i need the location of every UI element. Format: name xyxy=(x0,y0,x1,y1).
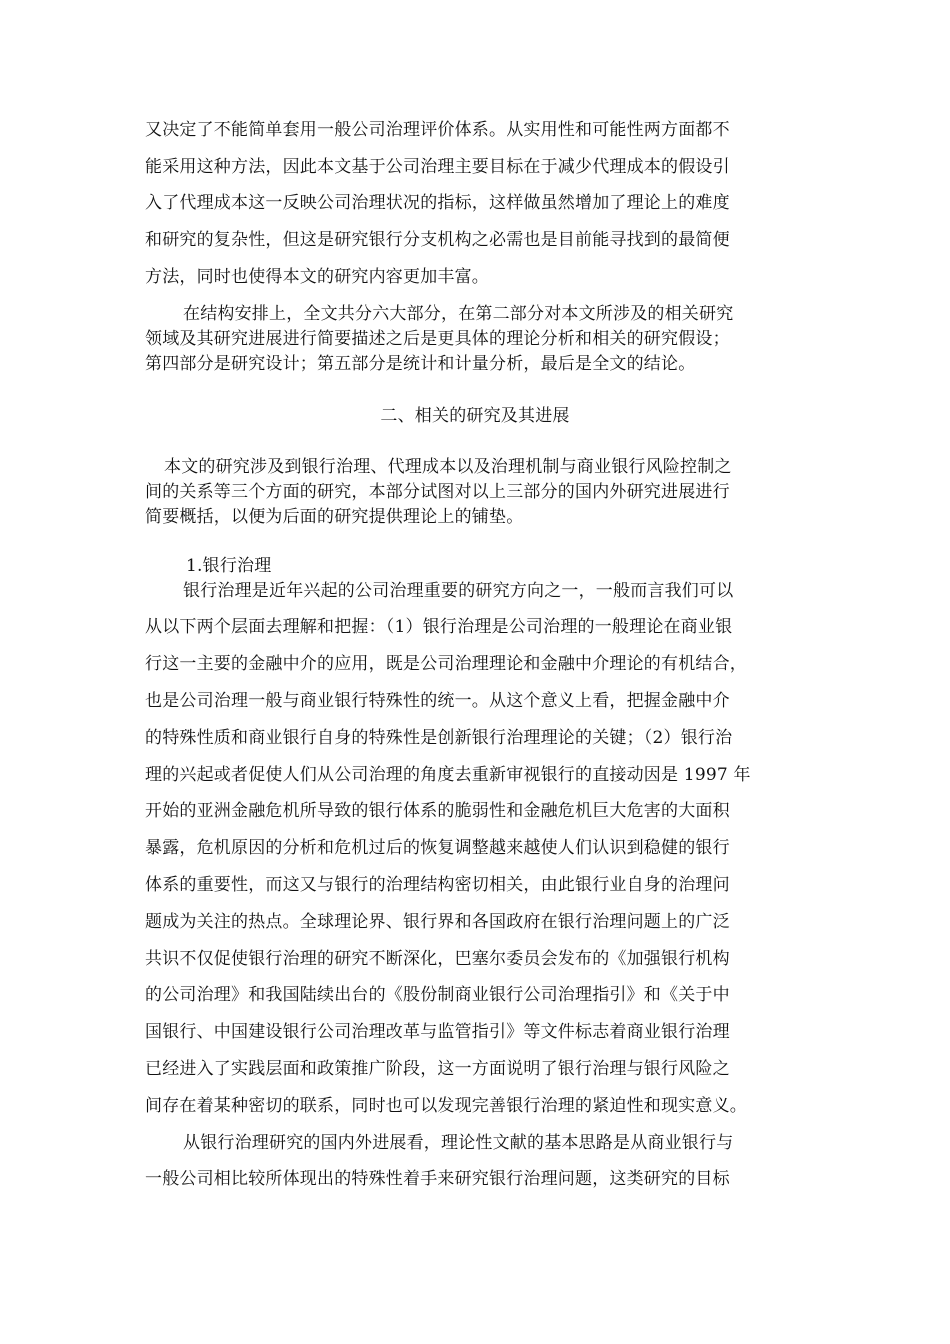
text-line: 本文的研究涉及到银行治理、代理成本以及治理机制与商业银行风险控制之 xyxy=(164,457,732,477)
subsection-heading: 1.银行治理 xyxy=(186,556,272,576)
text-line: 能采用这种方法，因此本文基于公司治理主要目标在于减少代理成本的假设引 xyxy=(145,157,730,177)
text-line: 题成为关注的热点。全球理论界、银行界和各国政府在银行治理问题上的广泛 xyxy=(145,912,730,932)
text-line: 一般公司相比较所体现出的特殊性着手来研究银行治理问题，这类研究的目标 xyxy=(145,1169,730,1189)
text-line: 领域及其研究进展进行简要描述之后是更具体的理论分析和相关的研究假设； xyxy=(145,329,730,349)
text-line: 银行治理是近年兴起的公司治理重要的研究方向之一，一般而言我们可以 xyxy=(183,581,734,601)
text-line: 第四部分是研究设计；第五部分是统计和计量分析，最后是全文的结论。 xyxy=(145,354,696,374)
text-line: 的公司治理》和我国陆续出台的《股份制商业银行公司治理指引》和《关于中 xyxy=(145,985,730,1005)
text-line: 行这一主要的金融中介的应用，既是公司治理理论和金融中介理论的有机结合， xyxy=(145,654,747,674)
text-line: 从银行治理研究的国内外进展看，理论性文献的基本思路是从商业银行与 xyxy=(183,1133,734,1153)
text-line: 理的兴起或者促使人们从公司治理的角度去重新审视银行的直接动因是 1997 年 xyxy=(145,765,751,785)
text-line: 在结构安排上，全文共分六大部分，在第二部分对本文所涉及的相关研究 xyxy=(183,304,734,324)
text-line: 开始的亚洲金融危机所导致的银行体系的脆弱性和金融危机巨大危害的大面积 xyxy=(145,801,730,821)
text-line: 体系的重要性，而这又与银行的治理结构密切相关，由此银行业自身的治理问 xyxy=(145,875,730,895)
text-line: 已经进入了实践层面和政策推广阶段，这一方面说明了银行治理与银行风险之 xyxy=(145,1059,730,1079)
text-line: 又决定了不能简单套用一般公司治理评价体系。从实用性和可能性两方面都不 xyxy=(145,120,730,140)
text-line: 和研究的复杂性，但这是研究银行分支机构之必需也是目前能寻找到的最简便 xyxy=(145,230,730,250)
text-line: 共识不仅促使银行治理的研究不断深化，巴塞尔委员会发布的《加强银行机构 xyxy=(145,949,730,969)
text-line: 的特殊性质和商业银行自身的特殊性是创新银行治理理论的关键；（2）银行治 xyxy=(145,728,733,748)
text-line: 暴露，危机原因的分析和危机过后的恢复调整越来越使人们认识到稳健的银行 xyxy=(145,838,730,858)
text-line: 从以下两个层面去理解和把握：（1）银行治理是公司治理的一般理论在商业银 xyxy=(145,617,733,637)
text-line: 国银行、中国建设银行公司治理改革与监管指引》等文件标志着商业银行治理 xyxy=(145,1022,730,1042)
text-line: 简要概括，以便为后面的研究提供理论上的铺垫。 xyxy=(145,507,524,527)
section-heading: 二、相关的研究及其进展 xyxy=(380,406,570,426)
text-line: 间的关系等三个方面的研究，本部分试图对以上三部分的国内外研究进展进行 xyxy=(145,482,730,502)
text-line: 也是公司治理一般与商业银行特殊性的统一。从这个意义上看，把握金融中介 xyxy=(145,691,730,711)
text-line: 入了代理成本这一反映公司治理状况的指标，这样做虽然增加了理论上的难度 xyxy=(145,193,730,213)
text-line: 间存在着某种密切的联系，同时也可以发现完善银行治理的紧迫性和现实意义。 xyxy=(145,1096,747,1116)
text-line: 方法，同时也使得本文的研究内容更加丰富。 xyxy=(145,267,489,287)
